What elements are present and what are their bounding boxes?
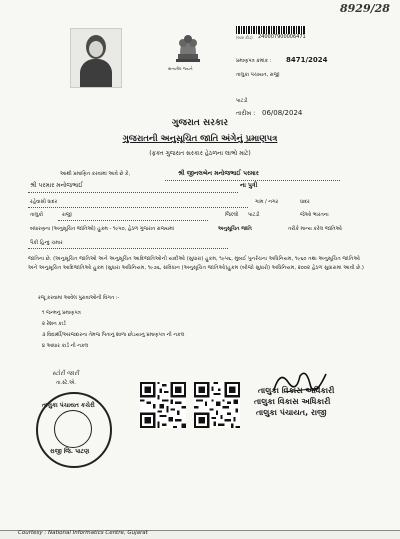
line1-prefix: આથી પ્રમાણિત કરવામાં આવે છે કે, (60, 171, 131, 177)
person-name: શ્રી જીનલબેન મનોજભાઈ પરમાર (178, 170, 259, 177)
caste-name: પૈકી હિન્દુ ચમાર (30, 240, 63, 246)
document-item: ૩ વિદ્યાર્થી/અરજદારના તેમજ પિતાનું શાળા છોડયાનું પ્રમાણપત્ર ની નકલ (42, 332, 185, 338)
district-name: પાટડી (248, 212, 260, 218)
certificate-subtitle: (ફક્ત ગુજરાત સરકાર હેઠળના લાભો માટે) (149, 150, 251, 157)
document-item: ૪ આધાર કાર્ડ ની નકલ (42, 343, 89, 349)
register-no: 8471/2024 (286, 56, 328, 64)
certificate-title: ગુજરાતની અનુસૂચિત જાતિ અંગેનું પ્રમાણપત્ર (122, 134, 278, 144)
order-text: જેઓ ભારતના (300, 212, 329, 218)
qr-code-left (140, 382, 186, 428)
legal-paragraph: જાતિના છે. (અનુસૂચિત જાતિઓ અને અનુસૂચિત આદિજાતિઓની યાદીઓ (સુધારા) હુકમ, ૧૯૫૬, મુંબઈ પુનર્રચના અધિનિયમ, ૧૯૬૦ તથા અનુસૂચિત જાતિઓ અને અનુસૂચિત આદિજાતિઓ હુકમ (સુધારા અધિનિયમ, ૧૯૭૬, સંવિધાન (અનુસૂચિત જાતિઓ)હુકમ (બીજો સુધારો) અધિનિયમ, ૨૦૦૨ હેઠળ સુધારામાં આવી છે.) (28, 256, 364, 271)
footer-courtesy: Courtesy : National Informatics Centre, Gujarat (18, 530, 148, 536)
register-no-label: પ્રમાણપત્ર ક્રમાંક : (236, 58, 272, 64)
left-sign-line2: તા.સ્ટે.એ. (56, 380, 76, 386)
residence-label: રહેવાસી ધાદર (30, 199, 58, 205)
documents-heading: રજૂ કરવામાં આવેલ પુરાવાઓની વિગત :- (38, 295, 120, 301)
officer-title-1: તાલુકા વિકાસ અધિકારી (258, 386, 335, 395)
child-of-label: ના પુત્રી (240, 182, 258, 189)
government-title: ગુજરાત સરકાર (171, 118, 229, 128)
document-item: ૨ રેશન કાર્ડ (42, 321, 66, 327)
village-name: ધાદર (300, 199, 310, 205)
documents-list (42, 310, 184, 354)
seal-bottom-text: રાજી જિ. પાટણ (50, 448, 90, 455)
place-label: પાટડી (236, 98, 248, 104)
office-label: તાલુકા પંચાયત, રાજી (236, 72, 280, 78)
left-sign-line1: સ્ટોરી જારી (52, 370, 79, 377)
emblem-caption: સત્યમેવ જયતે (168, 66, 193, 71)
district-label: જિલ્લો (225, 212, 239, 218)
document-item: ૧ જન્મનું પ્રમાણપત્ર (42, 310, 81, 316)
recognized-text: તરીકે માન્ય કરેલ જાતિઓ (288, 226, 342, 232)
application-number: 240007900006471 (258, 34, 306, 40)
schedule-line: બંધારણના (અનુસૂચિત જાતિઓ) હુકમ - ૧૯૫૦, હેઠળ ગુજરાત રાજ્યમાં (30, 226, 174, 232)
applicant-photo (70, 28, 122, 88)
handwritten-number: 8929/28 (340, 2, 390, 15)
taluka-name: રાજી (62, 212, 72, 218)
seal-inner-ring (54, 410, 92, 448)
caste-type: અનુસૂચિત જાતિ (218, 226, 252, 232)
seal-top-text: તાલુકા પંચાયત કચેરી (42, 402, 95, 409)
barcode-label: (બાર કોડ) (236, 35, 253, 40)
qr-code-center (194, 382, 240, 428)
date-label: તારીખ : (236, 110, 256, 117)
barcode (236, 26, 306, 34)
village-label: ગામ / નગર (255, 199, 279, 205)
certificate-date: 06/08/2024 (262, 109, 303, 117)
taluka-label: તાલુકો (30, 212, 44, 218)
officer-title-2: તાલુકા વિકાસ અધિકારી (254, 397, 331, 406)
parent-name: શ્રી પરમાર મનોજભાઈ (30, 182, 84, 189)
officer-office: તાલુકા પંચાયત, રાજી (256, 408, 327, 417)
